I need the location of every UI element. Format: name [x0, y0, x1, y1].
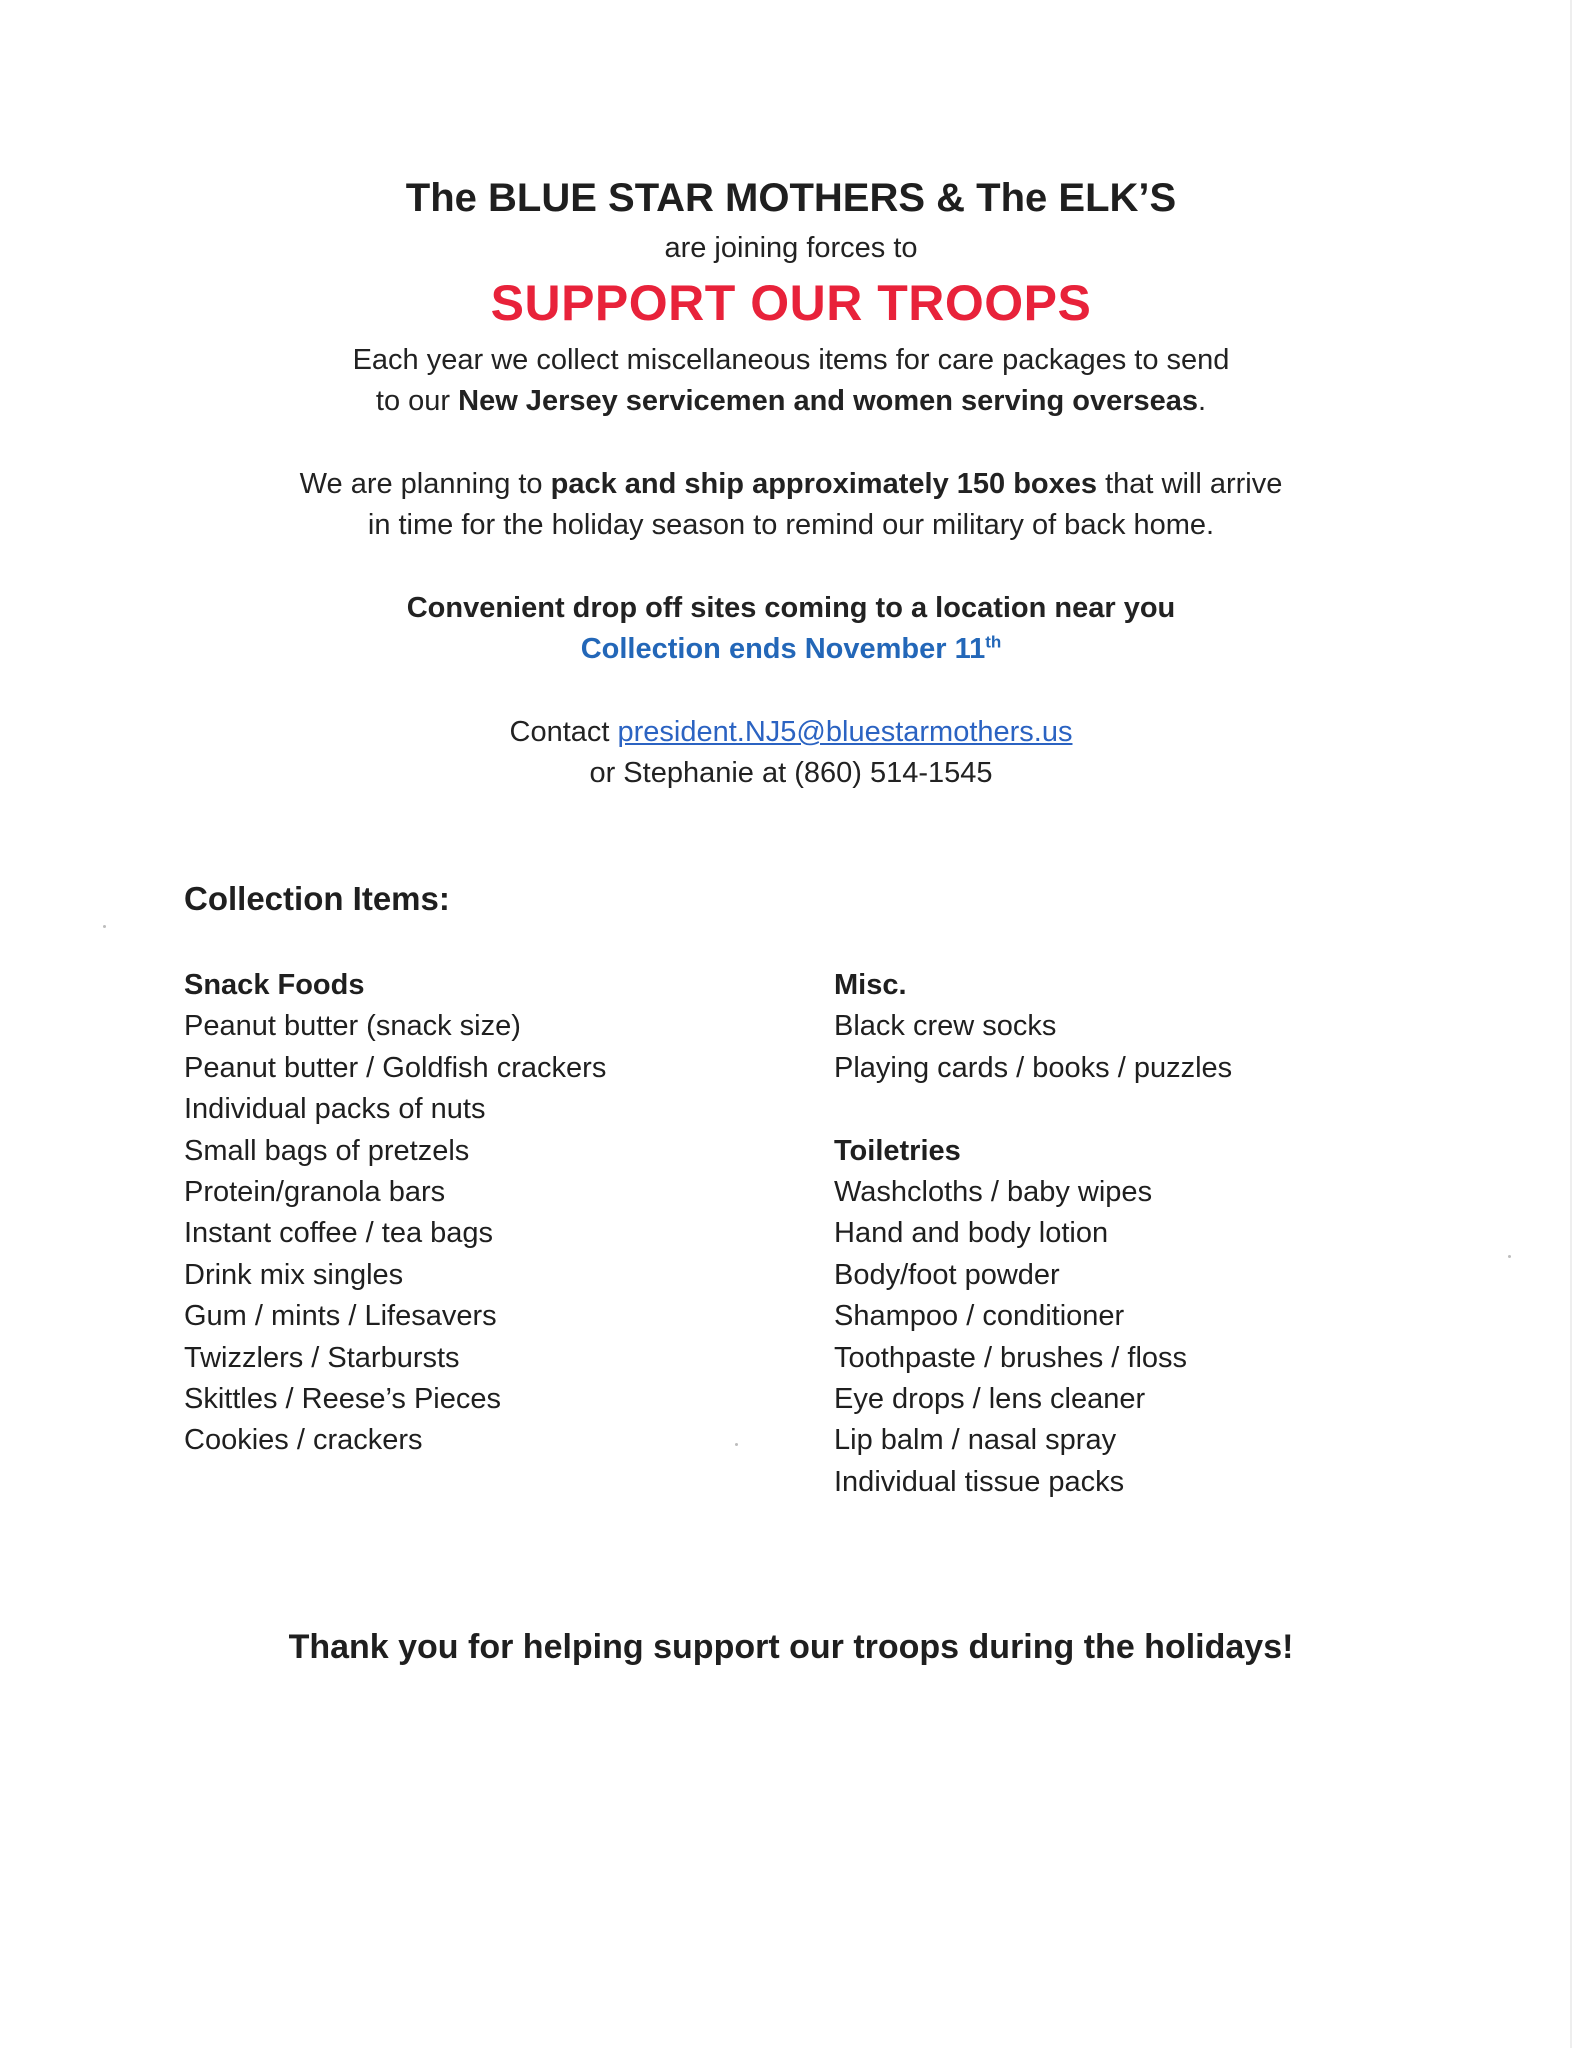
flyer-subtitle: are joining forces to	[664, 232, 918, 264]
dropoff-line-1	[0, 588, 1582, 629]
plan-line-2: in time for the holiday season to remind our military of back home.	[367, 509, 1215, 541]
snack-foods-column	[184, 965, 606, 1462]
flyer-headline: SUPPORT OUR TROOPS	[490, 275, 1092, 331]
dropoff-line-1-text: Convenient drop off sites coming to a location near you	[406, 592, 1176, 624]
collection-items-title: Collection Items:	[184, 880, 450, 917]
scan-speck	[735, 1443, 738, 1446]
plan-line-1-bold: pack and ship approximately 150 boxes	[550, 468, 1098, 500]
list-item: Individual tissue packs	[834, 1465, 1125, 1498]
list-item: Washcloths / baby wipes	[834, 1176, 1153, 1209]
list-item: Twizzlers / Starbursts	[184, 1341, 460, 1374]
list-item: Drink mix singles	[184, 1258, 404, 1291]
collection-deadline	[0, 629, 1582, 670]
contact-line-2: or Stephanie at (860) 514-1545	[589, 757, 993, 789]
list-item: Black crew socks	[834, 1010, 1057, 1043]
misc-toiletries-column	[834, 965, 1232, 1503]
intro-line-1: Each year we collect miscellaneous items for care packages to send	[352, 344, 1230, 376]
list-item: Body/foot powder	[834, 1258, 1060, 1291]
thank-you-message: Thank you for helping support our troops during the holidays!	[288, 1628, 1294, 1666]
list-item: Shampoo / conditioner	[834, 1300, 1125, 1333]
list-item: Protein/granola bars	[184, 1176, 446, 1209]
misc-heading: Misc.	[834, 969, 907, 1001]
list-item: Lip balm / nasal spray	[834, 1424, 1117, 1457]
scan-speck	[1508, 1255, 1511, 1258]
intro-paragraph	[0, 340, 1582, 422]
list-spacer	[834, 1089, 1232, 1130]
list-item: Peanut butter (snack size)	[184, 1010, 521, 1043]
plan-line-1-prefix: We are planning to	[299, 468, 551, 500]
plan-line-1-suffix: that will arrive	[1097, 468, 1283, 500]
contact-paragraph	[0, 712, 1582, 794]
intro-line-2	[0, 381, 1582, 422]
contact-line-1	[0, 712, 1582, 753]
intro-line-2-bold: New Jersey servicemen and women serving overseas	[458, 385, 1199, 417]
list-item: Instant coffee / tea bags	[184, 1217, 494, 1250]
contact-prefix: Contact	[509, 716, 618, 748]
list-item: Toothpaste / brushes / floss	[834, 1341, 1188, 1374]
scan-speck	[103, 925, 106, 928]
intro-line-2-suffix: .	[1198, 385, 1207, 417]
list-item: Peanut butter / Goldfish crackers	[184, 1051, 607, 1084]
collection-deadline-sup: th	[985, 632, 1002, 652]
list-item: Hand and body lotion	[834, 1217, 1109, 1250]
contact-email-link[interactable]: president.NJ5@bluestarmothers.us	[617, 716, 1073, 748]
toiletries-heading: Toiletries	[834, 1134, 961, 1167]
list-item: Playing cards / books / puzzles	[834, 1051, 1233, 1084]
list-item: Cookies / crackers	[184, 1424, 423, 1457]
snack-foods-heading: Snack Foods	[184, 969, 365, 1001]
plan-line-1	[0, 464, 1582, 505]
collection-deadline-text: Collection ends November 11	[580, 633, 986, 665]
intro-line-2-prefix: to our	[375, 385, 459, 417]
plan-paragraph	[0, 464, 1582, 546]
flyer-title: The BLUE STAR MOTHERS & The ELK’S	[405, 176, 1177, 220]
dropoff-paragraph	[0, 588, 1582, 670]
list-item: Eye drops / lens cleaner	[834, 1383, 1146, 1416]
list-item: Individual packs of nuts	[184, 1093, 486, 1126]
list-item: Skittles / Reese’s Pieces	[184, 1383, 501, 1416]
list-item: Gum / mints / Lifesavers	[184, 1300, 497, 1333]
list-item: Small bags of pretzels	[184, 1134, 470, 1167]
